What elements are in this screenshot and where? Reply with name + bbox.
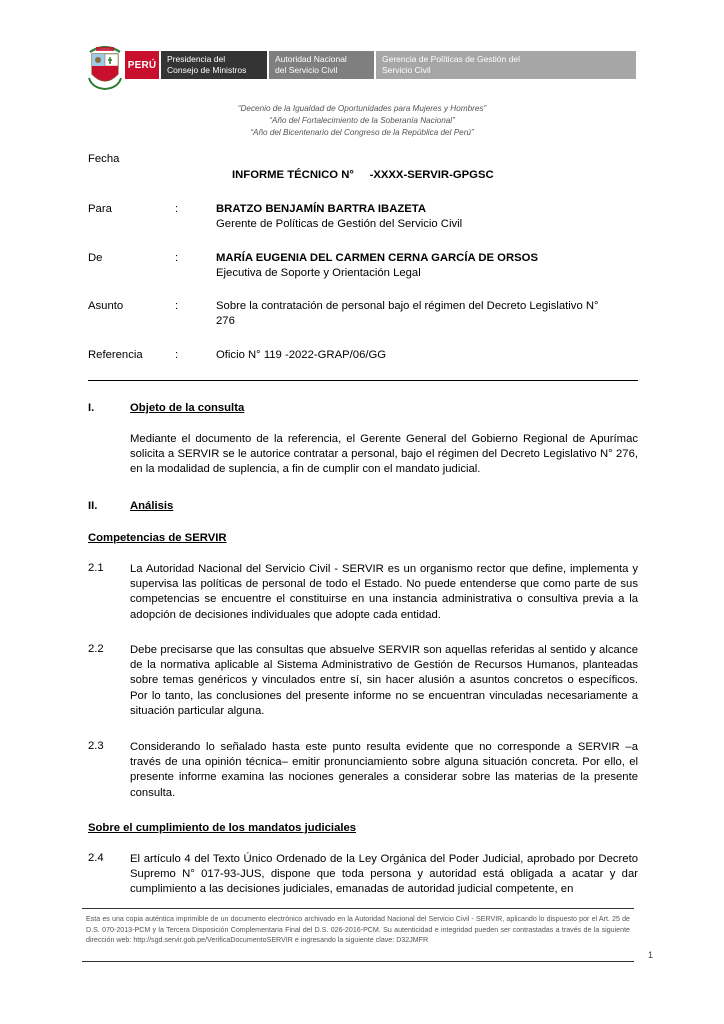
peru-logo: PERÚ — [125, 51, 159, 79]
para-label: Para — [88, 203, 112, 215]
page-header — [88, 44, 636, 92]
paragraph-2-2: Debe precisarse que las consultas que absuelve SERVIR son aquellas referidas al sentido y alcance de la normativa aplicable al Sistema Administrativo de Gestión de Recursos Humanos, planteadas sobre temas genéricos y vinculados entre sí, sin hacer alusión a asuntos concretos o específicos. Por lo tanto, las conclusiones del presente informe no se encuentran vinculadas necesariamente a situación particular alguna. — [130, 644, 638, 717]
paragraph-2-4: El artículo 4 del Texto Único Ordenado de la Ley Orgánica del Poder Judicial, aprobado por Decreto Supremo N° 017-93-JUS, dispone que toda persona y autoridad está obligada a acatar y dar cumplimiento a las decisiones judiciales, emanadas de autoridad judicial competente, en — [130, 853, 638, 896]
para-role: Gerente de Políticas de Gestión del Servicio Civil — [216, 218, 463, 230]
coat-of-arms-icon — [88, 44, 122, 90]
report-title: INFORME TÉCNICO N° -XXXX-SERVIR-GPGSC — [232, 169, 494, 181]
motto-line: “Año del Fortalecimiento de la Soberanía Nacional” — [269, 116, 455, 125]
de-role: Ejecutiva de Soporte y Orientación Legal — [216, 267, 421, 279]
section-1-title: Objeto de la consulta — [130, 402, 245, 414]
section-1-paragraph: Mediante el documento de la referencia, el Gerente General del Gobierno Regional de Apurímac solicita a SERVIR se le autorice contratar a personal, bajo el régimen del Decreto Legislativo N° 276, en la modalidad de suplencia, a fin de cumplir con el mandato judicial. — [130, 433, 638, 476]
referencia-value: Oficio N° 119 -2022-GRAP/06/GG — [216, 349, 387, 361]
fecha-label: Fecha — [88, 153, 120, 165]
paragraph-number: 2.4 — [88, 852, 104, 864]
official-mottos — [0, 103, 724, 139]
divider — [88, 380, 638, 381]
section-2-number: II. — [88, 500, 98, 512]
paragraph-number: 2.2 — [88, 643, 104, 655]
de-colon: : — [175, 252, 179, 264]
header-box-gerencia: Gerencia de Políticas de Gestión del Servicio Civil — [376, 51, 636, 79]
asunto-label: Asunto — [88, 300, 124, 312]
motto-line: “Decenio de la Igualdad de Oportunidades para Mujeres y Hombres” — [237, 104, 487, 113]
para-name: BRATZO BENJAMÍN BARTRA IBAZETA — [216, 203, 427, 215]
paragraph-number: 2.3 — [88, 740, 104, 752]
motto-line: “Año del Bicentenario del Congreso de la República del Perú” — [250, 128, 474, 137]
header-box-servir: Autoridad Nacional del Servicio Civil — [269, 51, 374, 79]
subheading-competencias: Competencias de SERVIR — [88, 532, 227, 544]
para-colon: : — [175, 203, 179, 215]
de-label: De — [88, 252, 103, 264]
page-number: 1 — [648, 950, 654, 960]
section-2-title: Análisis — [130, 500, 174, 512]
header-box-pcm: Presidencia del Consejo de Ministros — [161, 51, 267, 79]
asunto-colon: : — [175, 300, 179, 312]
asunto-line-1: Sobre la contratación de personal bajo el régimen del Decreto Legislativo N° — [216, 300, 599, 312]
de-name: MARÍA EUGENIA DEL CARMEN CERNA GARCÍA DE ORSOS — [216, 252, 538, 264]
referencia-colon: : — [175, 349, 179, 361]
section-1-number: I. — [88, 402, 95, 414]
paragraph-2-1: La Autoridad Nacional del Servicio Civil - SERVIR es un organismo rector que define, implementa y supervisa las políticas de personal de todo el Estado. No puede entenderse que como parte de sus competencias se encuentre el constituirse en una instancia administrativa o consultiva previa a la adopción de decisiones individuales que adopte cada entidad. — [130, 563, 638, 621]
authenticity-footer — [82, 908, 634, 962]
footer-text: Esta es una copia auténtica imprimible de un documento electrónico archivado en la Autoridad Nacional del Servicio Civil - SERVIR, aplicando lo dispuesto por el Art. 25 de D.S. 070-2013-PCM y la Tercera Disposición Complementaria Final del D.S. 026-2016-PCM. Su autenticidad e integridad pueden ser contrastadas a través de la siguiente dirección web: http://sgd.servir.gob.pe/VerificaDocumentoSERVIR e ingresando la siguiente clave: D32JMFR — [86, 915, 630, 944]
paragraph-2-3: Considerando lo señalado hasta este punto resulta evidente que no corresponde a SERVIR –a través de una opinión técnica– emitir pronunciamiento sobre alguna situación concreta. Por ello, el presente informe examina las nociones generales a considerar sobre las materias de la presente consulta. — [130, 741, 638, 799]
paragraph-number: 2.1 — [88, 562, 104, 574]
asunto-line-2: 276 — [216, 315, 235, 327]
subheading-mandatos-judiciales: Sobre el cumplimiento de los mandatos judiciales — [88, 822, 357, 834]
referencia-label: Referencia — [88, 349, 143, 361]
